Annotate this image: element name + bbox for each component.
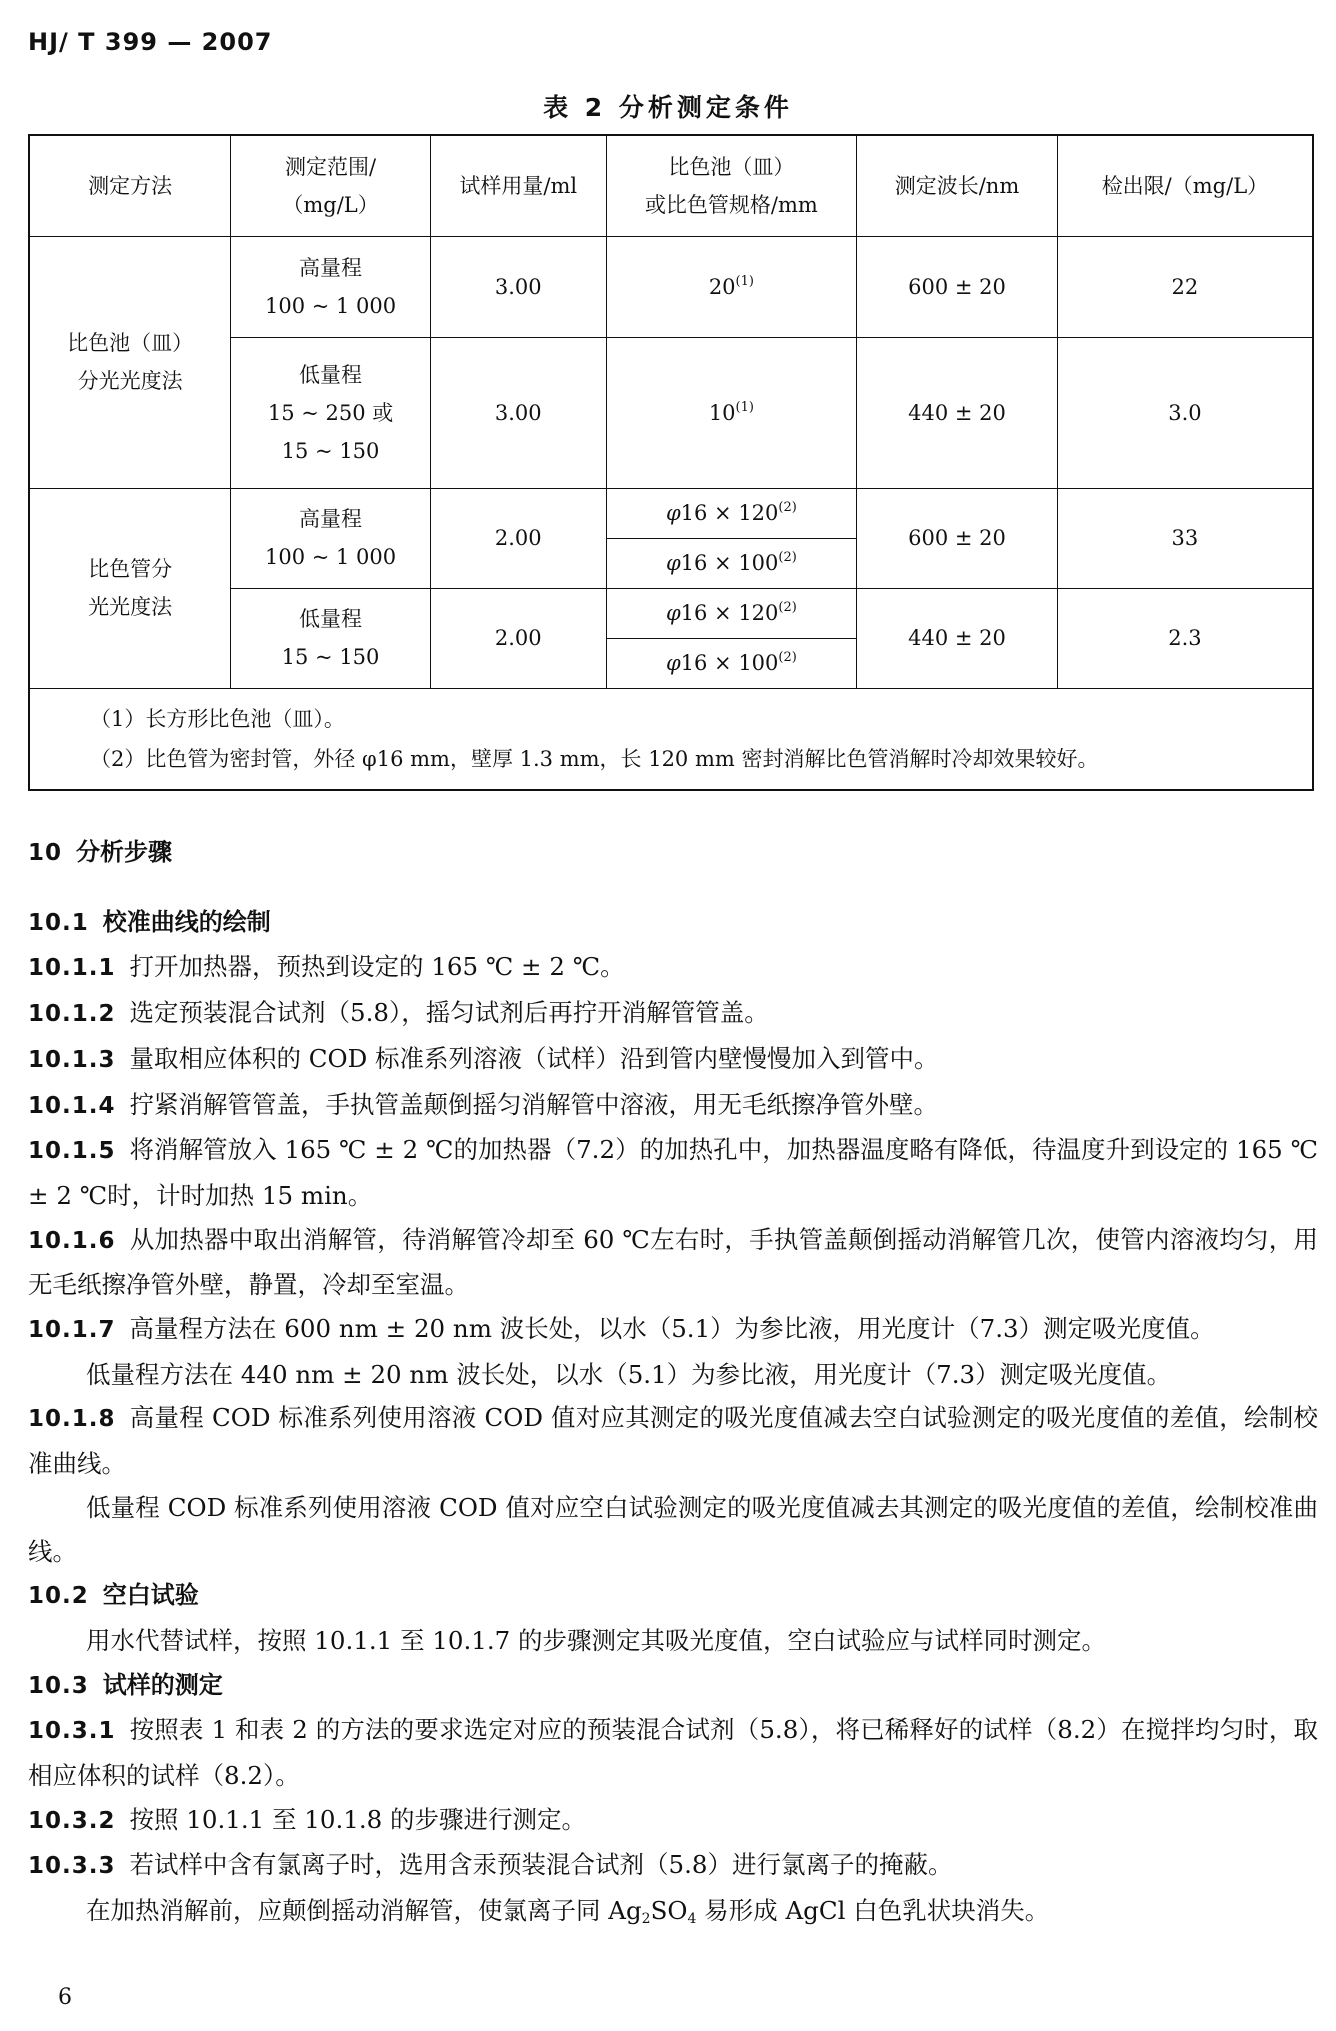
limit-cell: 3.0 [1057, 337, 1313, 488]
limit-cell: 33 [1057, 488, 1313, 588]
table-title: 表 2 分析测定条件 [543, 93, 793, 122]
subsection-heading: 10.2 空白试验 [28, 1581, 199, 1610]
volume-cell: 2.00 [430, 488, 606, 588]
column-header: 试样用量/ml [430, 135, 606, 236]
range-cell: 低量程 15 ~ 250 或 15 ~ 150 [231, 337, 431, 488]
wavelength-cell: 600 ± 20 [857, 488, 1058, 588]
table-row [29, 488, 1313, 538]
range-cell: 低量程 15 ~ 150 [231, 588, 431, 688]
table-note: （2）比色管为密封管，外径 φ16 mm，壁厚 1.3 mm，长 120 mm 密封消解比色管消解时冷却效果较好。 [90, 746, 1099, 771]
range-cell: 高量程 100 ~ 1 000 [231, 236, 431, 337]
table-notes [29, 688, 1313, 790]
column-header: 测定方法 [29, 135, 231, 236]
analysis-conditions-table [28, 134, 1314, 791]
limit-cell: 2.3 [1057, 588, 1313, 688]
section-heading: 10 分析步骤 [28, 838, 173, 866]
subsection-heading: 10.1 校准曲线的绘制 [28, 907, 271, 936]
subsection-heading: 10.3 试样的测定 [28, 1670, 223, 1699]
step-paragraph: 10.1.2 选定预装混合试剂（5.8），摇匀试剂后再拧开消解管管盖。 [28, 998, 769, 1028]
spec-cell: 20$^{(1)}$ [606, 236, 857, 337]
wavelength-cell: 440 ± 20 [857, 337, 1058, 488]
table-notes-row [29, 688, 1313, 790]
step-paragraph: 10.1.3 量取相应体积的 COD 标准系列溶液（试样）沿到管内壁慢慢加入到管中。 [28, 1043, 939, 1073]
paragraph: 用水代替试样，按照 10.1.1 至 10.1.7 的步骤测定其吸光度值，空白试验应与试样同时测定。 [86, 1625, 1107, 1655]
step-paragraph: 10.1.7 高量程方法在 600 nm ± 20 nm 波长处，以水（5.1）为参比液，用光度计（7.3）测定吸光度值。 [28, 1314, 1215, 1344]
step-paragraph: 10.3.3 若试样中含有氯离子时，选用含汞预装混合试剂（5.8）进行氯离子的掩蔽。 [28, 1850, 953, 1880]
wavelength-cell: 440 ± 20 [857, 588, 1058, 688]
spec-cell: 10$^{(1)}$ [606, 337, 857, 488]
limit-cell: 22 [1057, 236, 1313, 337]
wavelength-cell: 600 ± 20 [857, 236, 1058, 337]
paragraph: 低量程 COD 标准系列使用溶液 COD 值对应空白试验测定的吸光度值减去其测定的吸光度值的差值，绘制校准曲线。 [28, 1492, 1318, 1566]
table-row [29, 236, 1313, 337]
table-note: （1）长方形比色池（皿）。 [90, 706, 345, 731]
spec-cell: $\varphi 16 \times 120^{(2)}$ [606, 488, 857, 538]
step-paragraph: 10.3.2 按照 10.1.1 至 10.1.8 的步骤进行测定。 [28, 1804, 587, 1834]
step-paragraph: 10.1.6 从加热器中取出消解管，待消解管冷却至 60 ℃左右时，手执管盖颠倒摇动消解管几次，使管内溶液均匀，用无毛纸擦净管外壁，静置，冷却至室温。 [28, 1224, 1318, 1300]
step-paragraph: 10.1.1 打开加热器，预热到设定的 165 ℃ ± 2 ℃。 [28, 952, 625, 982]
volume-cell: 3.00 [430, 236, 606, 337]
paragraph: 在加热消解前，应颠倒摇动消解管，使氯离子同 $Ag_2SO_4$ 易形成 AgCl 白色乳状块消失。 [86, 1896, 1050, 1928]
page-number: 6 [58, 1985, 72, 2010]
method-cell: 比色池（皿） 分光光度法 [29, 236, 231, 488]
volume-cell: 3.00 [430, 337, 606, 488]
step-paragraph: 10.1.5 将消解管放入 165 ℃ ± 2 ℃的加热器（7.2）的加热孔中，加热器温度略有降低，待温度升到设定的 165 ℃ ± 2 ℃时，计时加热 15 min。 [28, 1135, 1318, 1210]
document-body [28, 830, 1318, 1933]
spec-cell: $\varphi 16 \times 100^{(2)}$ [606, 638, 857, 688]
step-paragraph: 10.3.1 按照表 1 和表 2 的方法的要求选定对应的预装混合试剂（5.8），将已稀释好的试样（8.2）在搅拌均匀时，取相应体积的试样（8.2）。 [28, 1715, 1318, 1791]
column-header: 比色池（皿） 或比色管规格/mm [606, 135, 857, 236]
spec-cell: $\varphi 16 \times 100^{(2)}$ [606, 538, 857, 588]
document-header: HJ/ T 399 — 2007 [28, 28, 273, 56]
paragraph: 低量程方法在 440 nm ± 20 nm 波长处，以水（5.1）为参比液，用光度计（7.3）测定吸光度值。 [86, 1359, 1172, 1389]
column-header: 测定波长/nm [857, 135, 1058, 236]
method-cell: 比色管分 光光度法 [29, 488, 231, 688]
step-paragraph: 10.1.8 高量程 COD 标准系列使用溶液 COD 值对应其测定的吸光度值减去空白试验测定的吸光度值的差值，绘制校准曲线。 [28, 1403, 1318, 1479]
table-header-row [29, 135, 1313, 236]
column-header: 测定范围/ （mg/L） [231, 135, 431, 236]
spec-cell: $\varphi 16 \times 120^{(2)}$ [606, 588, 857, 638]
volume-cell: 2.00 [430, 588, 606, 688]
step-paragraph: 10.1.4 拧紧消解管管盖，手执管盖颠倒摇匀消解管中溶液，用无毛纸擦净管外壁。 [28, 1089, 938, 1119]
column-header: 检出限/（mg/L） [1057, 135, 1313, 236]
range-cell: 高量程 100 ~ 1 000 [231, 488, 431, 588]
